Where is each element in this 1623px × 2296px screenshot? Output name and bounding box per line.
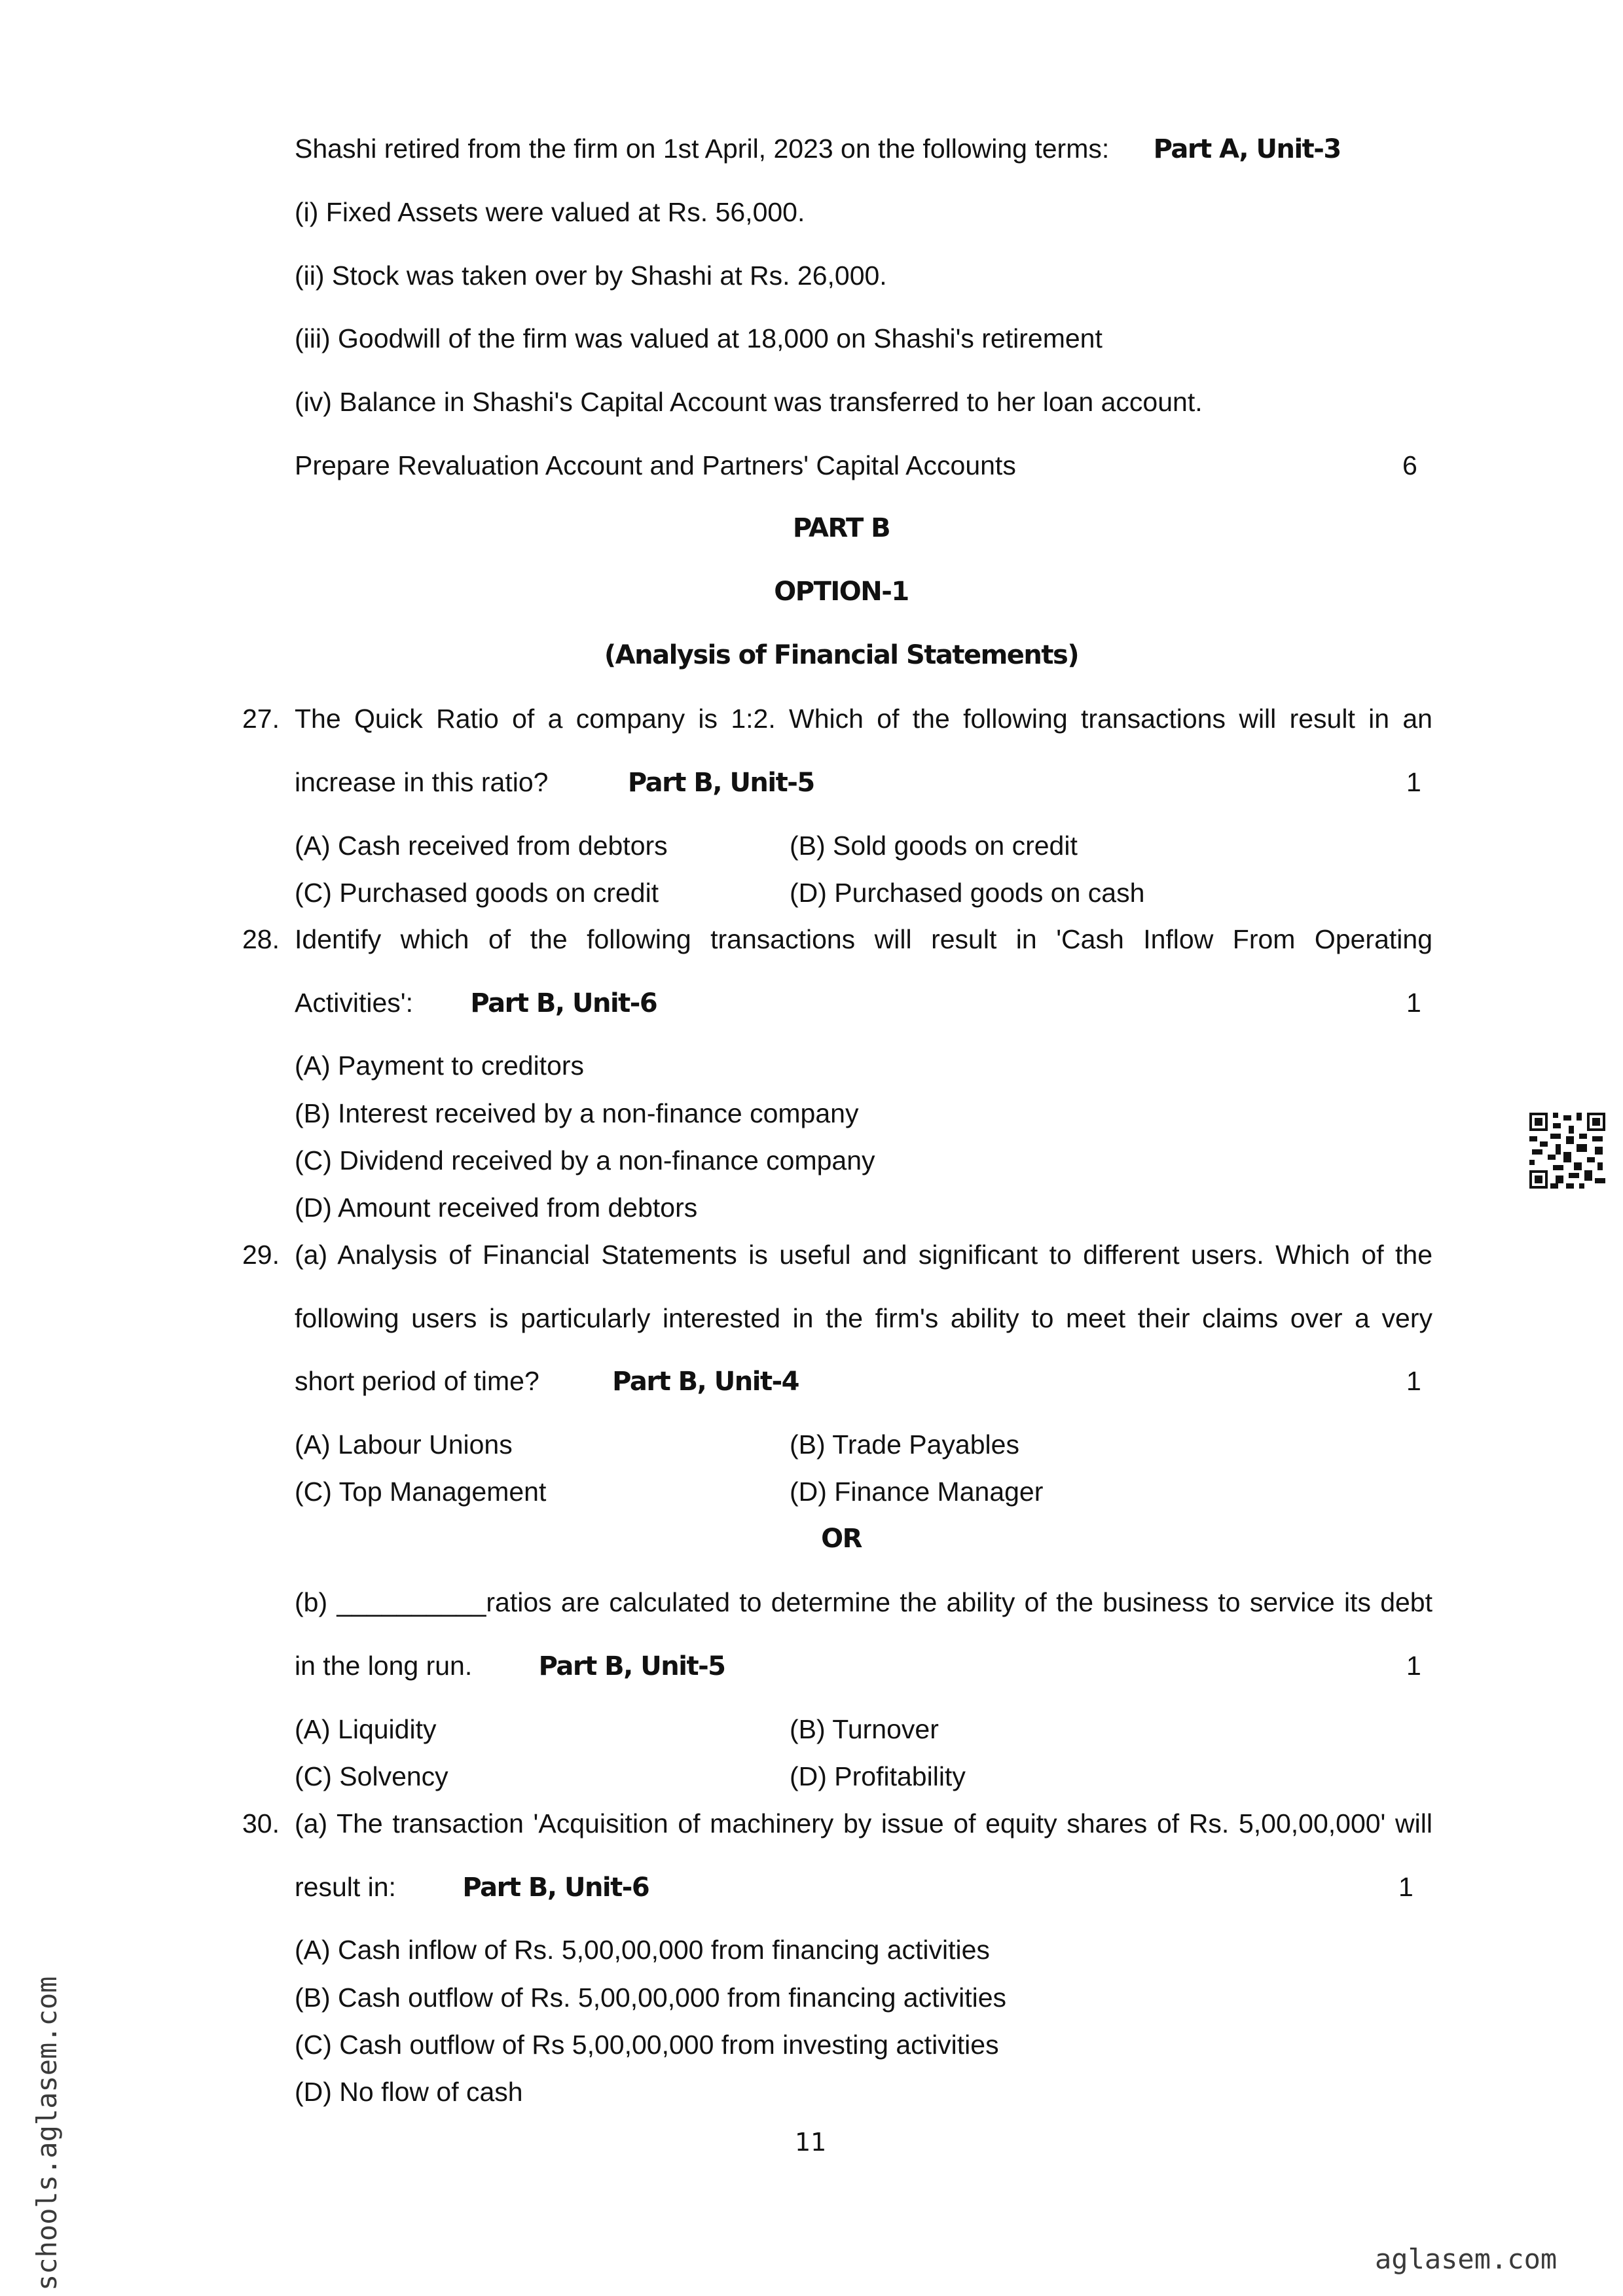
- unit-reference: Part B, Unit-6: [462, 1873, 649, 1903]
- unit-reference: Part A, Unit-3: [1153, 134, 1341, 164]
- marks: 6: [1402, 450, 1417, 480]
- option-c: (C) Dividend received by a non-finance company: [295, 1145, 875, 1175]
- term-item: (iii) Goodwill of the firm was valued at 18,000 on Shashi's retirement: [295, 323, 1103, 353]
- option-d: (D) Profitability: [790, 1761, 966, 1791]
- option-b: (B) Sold goods on credit: [790, 831, 1078, 861]
- part-title: PART B: [792, 513, 890, 543]
- question-text-line: result in: Part B, Unit-6: [295, 1872, 649, 1903]
- section-subtitle: (Analysis of Financial Statements): [604, 640, 1079, 670]
- question-number: 29.: [242, 1240, 280, 1270]
- unit-reference: Part B, Unit-5: [538, 1651, 725, 1681]
- option-d: (D) No flow of cash: [295, 2077, 523, 2107]
- option-b: (B) Cash outflow of Rs. 5,00,00,000 from financing activities: [295, 1982, 1007, 2013]
- option-c: (C) Top Management: [295, 1477, 547, 1507]
- or-separator: OR: [821, 1524, 862, 1554]
- option-d: (D) Purchased goods on cash: [790, 878, 1145, 908]
- question-number: 27.: [242, 704, 280, 734]
- option-d: (D) Finance Manager: [790, 1477, 1044, 1507]
- option-d: (D) Amount received from debtors: [295, 1193, 698, 1223]
- unit-reference: Part B, Unit-5: [627, 768, 814, 798]
- instruction: Prepare Revaluation Account and Partners' Capital Accounts: [295, 450, 1016, 480]
- side-watermark: schools.aglasem.com: [31, 1976, 63, 2291]
- option-a: (A) Labour Unions: [295, 1429, 513, 1460]
- question-number: 30.: [242, 1808, 280, 1839]
- option-c: (C) Cash outflow of Rs 5,00,00,000 from investing activities: [295, 2030, 999, 2060]
- marks: 1: [1406, 767, 1421, 797]
- unit-reference: Part B, Unit-6: [470, 988, 657, 1018]
- marks: 1: [1406, 988, 1421, 1018]
- option-b: (B) Turnover: [790, 1714, 939, 1744]
- qr-code-icon: [1529, 1113, 1605, 1189]
- question-text: (a) Analysis of Financial Statements is useful and significant to different users. Which of the: [295, 1240, 1432, 1270]
- term-item: (iv) Balance in Shashi's Capital Account was transferred to her loan account.: [295, 387, 1203, 417]
- question-text-line: in the long run. Part B, Unit-5: [295, 1651, 725, 1681]
- option-c: (C) Solvency: [295, 1761, 448, 1791]
- question-number: 28.: [242, 924, 280, 954]
- question-text-line: short period of time? Part B, Unit-4: [295, 1366, 799, 1397]
- option-b: (B) Interest received by a non-finance company: [295, 1098, 859, 1128]
- option-a: (A) Cash received from debtors: [295, 831, 668, 861]
- option-c: (C) Purchased goods on credit: [295, 878, 659, 908]
- question-text: (a) The transaction 'Acquisition of machinery by issue of equity shares of Rs. 5,00,00,000' will: [295, 1808, 1432, 1839]
- question-text-line: Activities': Part B, Unit-6: [295, 988, 657, 1018]
- option-title: OPTION-1: [774, 577, 909, 607]
- option-b: (B) Trade Payables: [790, 1429, 1019, 1460]
- footer-watermark: aglasem.com: [1375, 2243, 1558, 2275]
- question-text: Identify which of the following transactions will result in 'Cash Inflow From Operating: [295, 924, 1432, 954]
- marks: 1: [1406, 1651, 1421, 1681]
- question-text: (b) __________ratios are calculated to determine the ability of the business to service its debt: [295, 1587, 1432, 1617]
- marks: 1: [1398, 1872, 1413, 1902]
- option-a: (A) Cash inflow of Rs. 5,00,00,000 from financing activities: [295, 1935, 990, 1965]
- question-text-line: increase in this ratio? Part B, Unit-5: [295, 767, 814, 798]
- marks: 1: [1406, 1366, 1421, 1396]
- retirement-intro: Shashi retired from the firm on 1st April, 2023 on the following terms: Part A, Unit-3: [295, 134, 1341, 164]
- option-a: (A) Payment to creditors: [295, 1050, 585, 1081]
- question-text: The Quick Ratio of a company is 1:2. Which of the following transactions will result in an: [295, 704, 1432, 734]
- page-number: 11: [795, 2128, 827, 2157]
- term-item: (i) Fixed Assets were valued at Rs. 56,000.: [295, 197, 805, 227]
- unit-reference: Part B, Unit-4: [612, 1367, 799, 1397]
- term-item: (ii) Stock was taken over by Shashi at Rs. 26,000.: [295, 260, 887, 291]
- option-a: (A) Liquidity: [295, 1714, 437, 1744]
